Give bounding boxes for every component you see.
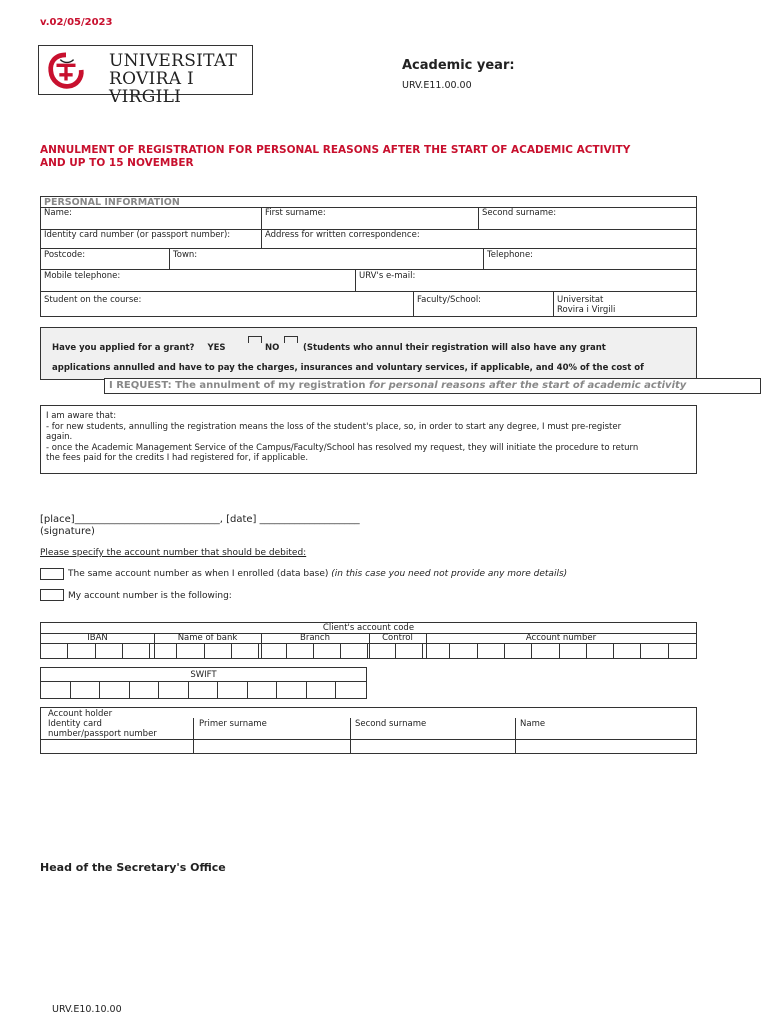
- awareness-box: [40, 405, 697, 474]
- logo-line-2: ROVIRA I VIRGILI: [109, 69, 195, 107]
- branch-header: Branch: [300, 633, 330, 643]
- grant-no-checkbox[interactable]: [284, 336, 298, 343]
- swift-digit-cell[interactable]: [218, 681, 248, 698]
- personal-info-heading: PERSONAL INFORMATION: [44, 197, 180, 208]
- grant-line-2: applications annulled and have to pay the charges, insurances and voluntary services, if applicable, and 40% of the cost of: [52, 363, 644, 373]
- bank-digit-cell[interactable]: [450, 643, 477, 658]
- town-field[interactable]: Town:: [173, 250, 198, 260]
- footer-code: URV.E10.10.00: [52, 1004, 122, 1015]
- bank-digit-cell[interactable]: [560, 643, 587, 658]
- bank-digit-cell[interactable]: [505, 643, 532, 658]
- bank-digit-cell[interactable]: [68, 643, 95, 658]
- faculty-field[interactable]: Faculty/School:: [417, 295, 482, 305]
- personal-info-table: [40, 196, 697, 317]
- holder-id-line-1: Identity card: [48, 719, 102, 729]
- swift-digit-cell[interactable]: [248, 681, 278, 698]
- bank-digit-cell[interactable]: [177, 643, 204, 658]
- postcode-field[interactable]: Postcode:: [44, 250, 86, 260]
- bank-name-header: Name of bank: [177, 633, 238, 643]
- grant-question: Have you applied for a grant?: [52, 343, 195, 353]
- address-field[interactable]: Address for written correspondence:: [265, 230, 420, 240]
- telephone-field[interactable]: Telephone:: [487, 250, 534, 260]
- iban-header: IBAN: [87, 633, 108, 643]
- account-number-header: Account number: [525, 633, 597, 643]
- swift-digit-cell[interactable]: [100, 681, 130, 698]
- logo-text: [109, 52, 252, 106]
- head-secretary-label: Head of the Secretary's Office: [40, 861, 226, 874]
- holder-id-line-2: number/passport number: [48, 729, 157, 739]
- bank-account-table: [40, 622, 697, 659]
- mobile-field[interactable]: Mobile telephone:: [44, 271, 121, 281]
- same-account-checkbox[interactable]: [40, 568, 64, 580]
- request-bar: [104, 378, 761, 394]
- holder-primer-surname-header: Primer surname: [199, 719, 267, 729]
- bank-digit-cell[interactable]: [96, 643, 123, 658]
- bank-digit-cell[interactable]: [341, 643, 368, 658]
- bank-digit-cells[interactable]: [41, 643, 696, 658]
- swift-digit-cell[interactable]: [41, 681, 71, 698]
- first-surname-field[interactable]: First surname:: [265, 208, 326, 218]
- university-line-2: Rovira i Virgili: [557, 305, 616, 315]
- title-line-2: AND UP TO 15 NOVEMBER: [40, 157, 194, 169]
- swift-digit-cell[interactable]: [71, 681, 101, 698]
- name-field[interactable]: Name:: [44, 208, 72, 218]
- second-surname-field[interactable]: Second surname:: [482, 208, 557, 218]
- aware-line-5: the fees paid for the credits I had registered for, if applicable.: [46, 453, 309, 463]
- account-holder-table: [40, 707, 697, 754]
- holder-second-surname-header: Second surname: [355, 719, 427, 729]
- university-line-1: Universitat: [557, 295, 604, 305]
- bank-digit-cell[interactable]: [205, 643, 232, 658]
- bank-digit-cell[interactable]: [232, 643, 259, 658]
- version-label: v.02/05/2023: [40, 17, 113, 28]
- bank-digit-cell[interactable]: [614, 643, 641, 658]
- swift-digit-cell[interactable]: [159, 681, 189, 698]
- grant-yes-checkbox[interactable]: [248, 336, 262, 343]
- bank-digit-cell[interactable]: [669, 643, 696, 658]
- bank-digit-cell[interactable]: [369, 643, 396, 658]
- grant-yes-label: YES: [207, 343, 226, 353]
- grant-section: [40, 327, 697, 380]
- bank-digit-cell[interactable]: [587, 643, 614, 658]
- holder-id-header: [48, 719, 157, 739]
- bank-digit-cell[interactable]: [314, 643, 341, 658]
- form-title: [40, 144, 740, 170]
- swift-digit-cell[interactable]: [277, 681, 307, 698]
- aware-line-3: again.: [46, 432, 73, 442]
- header-code: URV.E11.00.00: [402, 80, 472, 91]
- account-specify-label: Please specify the account number that should be debited:: [40, 548, 307, 558]
- id-card-field[interactable]: Identity card number (or passport number):: [44, 230, 231, 240]
- request-prefix: I REQUEST:: [109, 380, 172, 391]
- course-field[interactable]: Student on the course:: [44, 295, 142, 305]
- swift-digit-cell[interactable]: [336, 681, 366, 698]
- bank-digit-cell[interactable]: [123, 643, 150, 658]
- bank-digit-cell[interactable]: [532, 643, 559, 658]
- bank-digit-cell[interactable]: [478, 643, 505, 658]
- bank-digit-cell[interactable]: [259, 643, 286, 658]
- bank-digit-cell[interactable]: [423, 643, 450, 658]
- holder-name-header: Name: [520, 719, 546, 729]
- title-line-1: ANNULMENT OF REGISTRATION FOR PERSONAL REASONS AFTER THE START OF ACADEMIC ACTIVITY: [40, 144, 631, 156]
- holder-name-input[interactable]: [516, 740, 696, 753]
- request-text: The annulment of my registration: [171, 380, 369, 391]
- swift-table: [40, 667, 367, 699]
- account-holder-title: Account holder: [48, 709, 113, 719]
- same-account-label: The same account number as when I enrolled (data base): [68, 569, 332, 579]
- urv-email-field[interactable]: URV's e-mail:: [359, 271, 416, 281]
- client-account-code-title: Client's account code: [322, 623, 415, 633]
- swift-digit-cell[interactable]: [189, 681, 219, 698]
- place-date-line[interactable]: [place]_____________________________, [date] ____________________: [40, 514, 360, 525]
- university-cell: [554, 294, 618, 316]
- swift-digit-cell[interactable]: [307, 681, 337, 698]
- grant-no-label: NO: [265, 343, 280, 353]
- grant-question-row: [52, 343, 226, 353]
- urv-logo-icon: [47, 52, 85, 90]
- holder-primer-surname-input[interactable]: [194, 740, 350, 753]
- bank-digit-cell[interactable]: [287, 643, 314, 658]
- holder-id-input[interactable]: [41, 740, 193, 753]
- my-account-checkbox[interactable]: [40, 589, 64, 601]
- my-account-label: My account number is the following:: [68, 591, 232, 601]
- holder-second-surname-input[interactable]: [351, 740, 515, 753]
- aware-line-4: - once the Academic Management Service of the Campus/Faculty/School has resolved my request, they will initiate the procedure to return: [46, 442, 639, 453]
- aware-line-1: I am aware that:: [46, 411, 117, 421]
- signature-label: (signature): [40, 526, 95, 537]
- swift-digit-cells[interactable]: [41, 681, 366, 698]
- swift-label: SWIFT: [190, 670, 217, 680]
- logo-line-1: UNIVERSITAT: [109, 51, 238, 71]
- university-logo: [38, 45, 253, 107]
- bank-digit-cell[interactable]: [41, 643, 68, 658]
- request-italic: for personal reasons after the start of academic activity: [369, 380, 687, 391]
- same-account-option: [68, 569, 567, 579]
- bank-digit-cell[interactable]: [641, 643, 668, 658]
- swift-digit-cell[interactable]: [130, 681, 160, 698]
- academic-year-label: Academic year:: [402, 58, 515, 73]
- grant-note: (Students who annul their registration will also have any grant: [303, 343, 606, 353]
- same-account-note: (in this case you need not provide any more details): [331, 569, 568, 579]
- control-header: Control: [382, 633, 413, 643]
- bank-digit-cell[interactable]: [396, 643, 423, 658]
- bank-digit-cell[interactable]: [150, 643, 177, 658]
- aware-line-2: - for new students, annulling the registration means the loss of the student's place, so, in order to start any degree, I must pre-register: [46, 421, 622, 432]
